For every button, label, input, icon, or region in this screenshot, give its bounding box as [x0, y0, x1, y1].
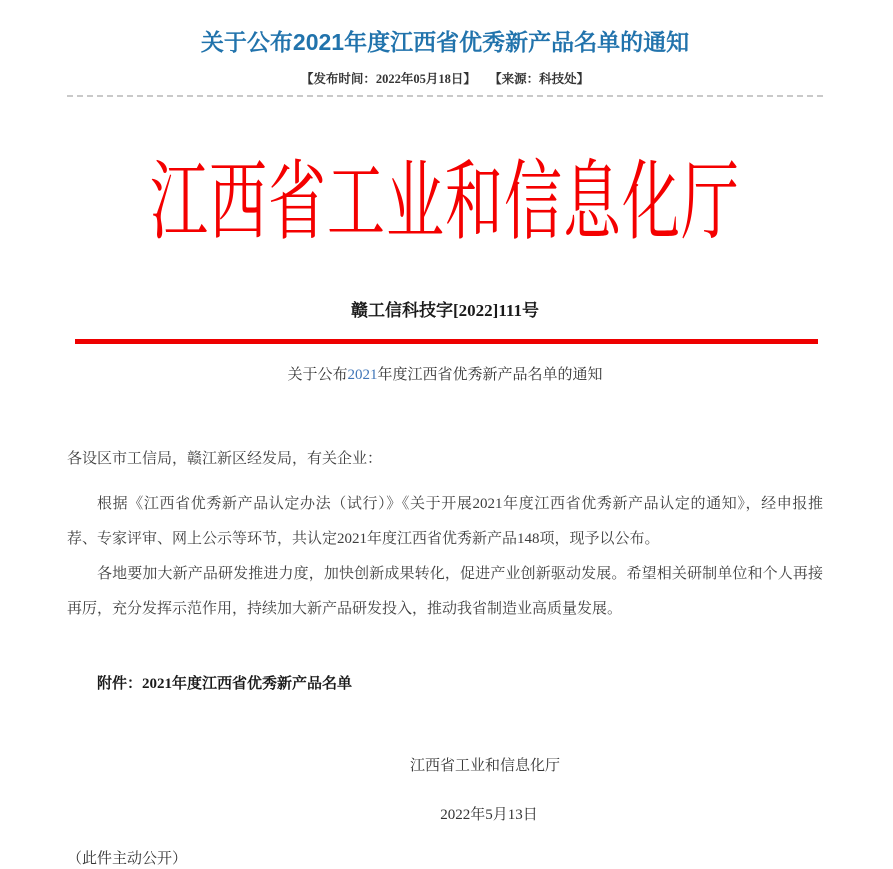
agency-letterhead: 江西省工业和信息化厅 [149, 153, 740, 251]
document-title-suffix: 年度江西省优秀新产品名单的通知 [377, 367, 603, 383]
paragraph: 各地要加大新产品研发推进力度，加快创新成果转化，促进产业创新驱动发展。希望相关研制单位和个人再接再厉，充分发挥示范作用，持续加大新产品研发投入，推动我省制造业高质量发展。 [67, 566, 823, 617]
salutation: 各设区市工信局，赣江新区经发局，有关企业： [67, 451, 383, 467]
document-title-prefix: 关于公布 [287, 367, 348, 383]
source-label: 【来源：科技处】 [489, 72, 590, 86]
document-title [67, 365, 823, 386]
page-title: 关于公布2021年度江西省优秀新产品名单的通知 [200, 29, 690, 55]
red-divider [75, 339, 818, 344]
paragraph: 根据《江西省优秀新产品认定办法（试行）》《关于开展2021年度江西省优秀新产品认定的通知》，经申报推荐、专家评审、网上公示等环节，共认定2021年度江西省优秀新产品148项，现予以公布。 [67, 496, 823, 547]
signature-date: 2022年5月13日 [440, 807, 538, 823]
document-title-highlight: 2021 [347, 367, 378, 383]
page-meta [67, 71, 823, 87]
attachment-link[interactable]: 附件：2021年度江西省优秀新产品名单 [97, 676, 353, 692]
publish-time-label: 【发布时间：2022年05月18日】 [300, 72, 476, 86]
signature-agency: 江西省工业和信息化厅 [409, 758, 560, 774]
letterhead-wrap [67, 139, 823, 249]
footer-note: （此件主动公开） [67, 851, 188, 867]
document-body [67, 487, 823, 627]
page-header [67, 0, 823, 97]
document-number: 赣工信科技字[2022]111号 [351, 301, 539, 320]
